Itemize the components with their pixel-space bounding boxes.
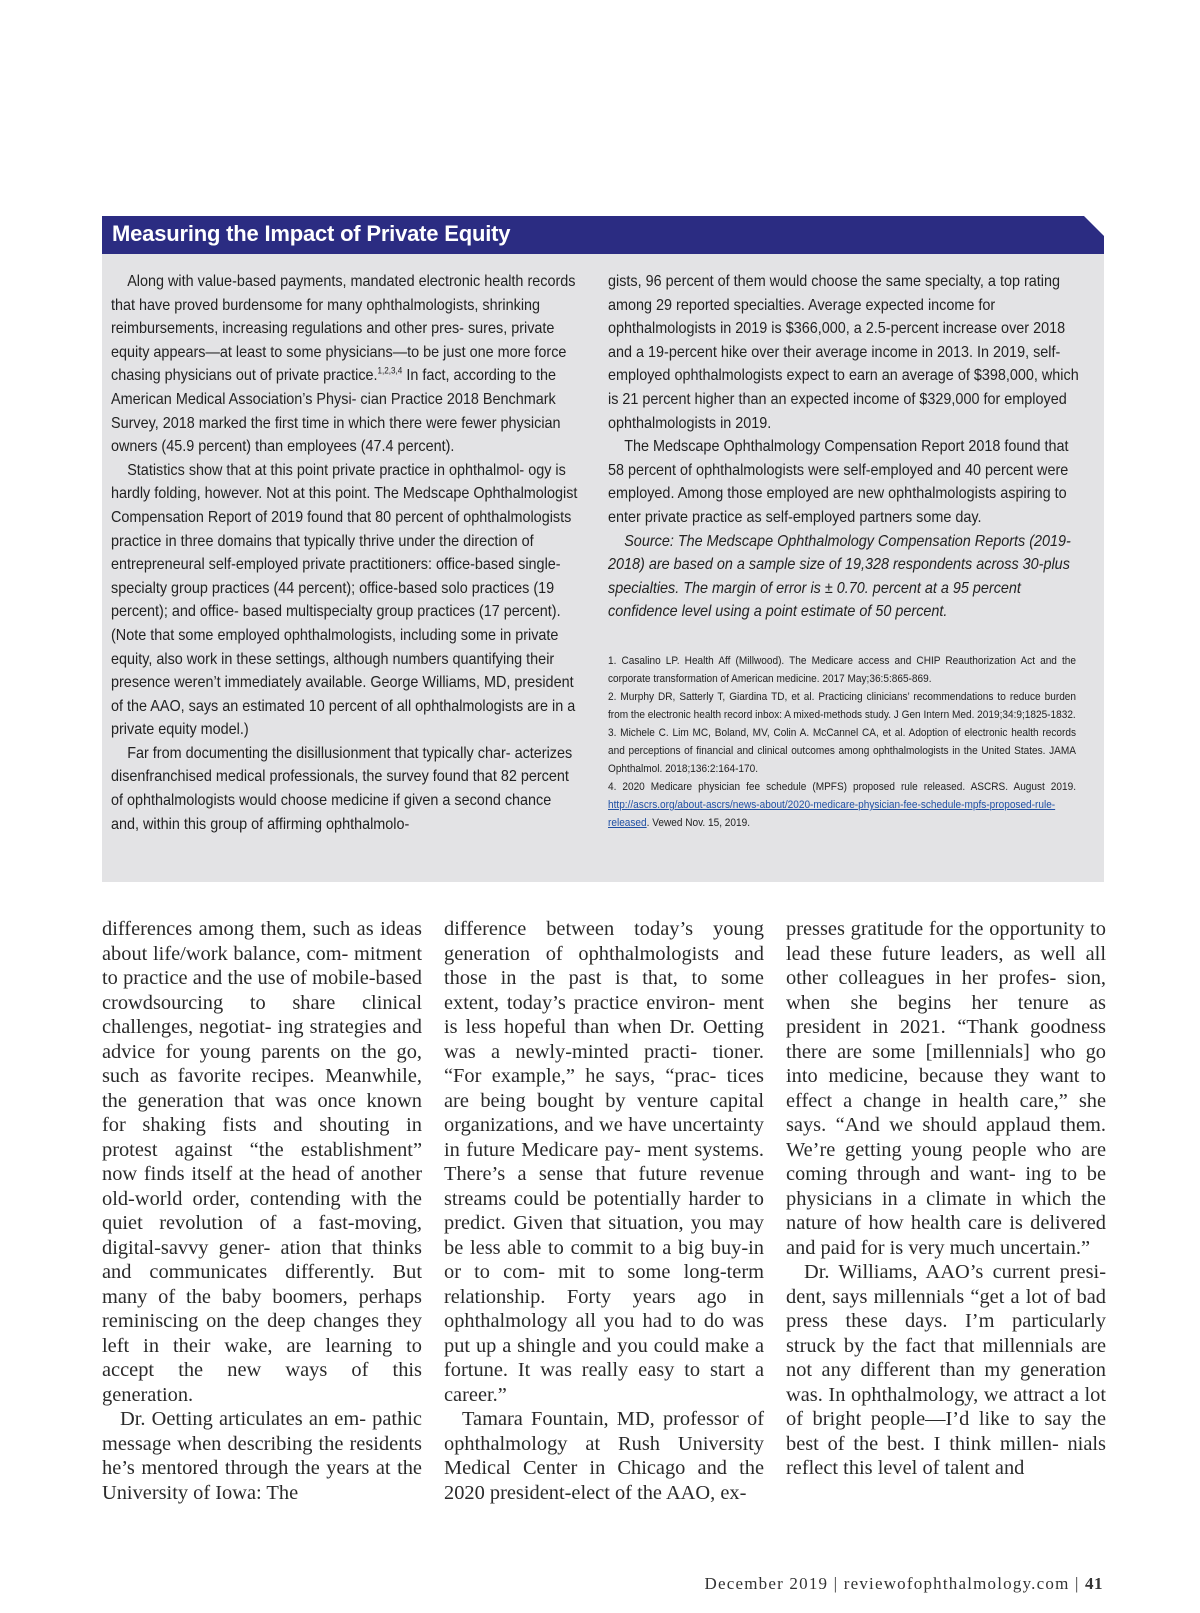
citation-superscript: 1,2,3,4 [377, 366, 403, 377]
reference-item: 2. Murphy DR, Satterly T, Giardina TD, et al. Practicing clinicians’ recommendations to reduce burden from the electronic health record inbox: A mixed-methods study. J Gen Intern Med. 2019;34:9;1825-1832. [608, 691, 1076, 721]
sidebar-paragraph: Along with value-based payments, mandated electronic health records that have proved burdensome for many ophthalmologists, shrinking reimbursements, increasing regulations and other pres- sures, private equity appears—at least to some physicians—to be just one more force chasing physicians out of private practice.$^{1,2,3,4}$ In fact, according to the American Medical Association’s Physi- cian Practice 2018 Benchmark Survey, 2018 marked the first time in which there were fewer physician owners (45.9 percent) than employees (47.4 percent). [111, 273, 576, 456]
sidebar-box [102, 216, 1104, 882]
article-paragraph: presses gratitude for the opportunity to lead these future leaders, as well all other colleagues in her profes- sion, when she begins her tenure as president in 2021. “Thank goodness there are some [millennials] who go into medicine, because they want to effect a change in health care,” she says. “And we should applaud them. We’re getting young people who are coming through and want- ing to be physicians in a climate in which the nature of how health care is delivered and paid for is very much uncertain.” [786, 918, 1106, 1259]
sidebar-paragraph: Statistics show that at this point private practice in ophthalmol- ogy is hardly folding, however. Not at this point. The Medscape Ophthalmologist Compensation Report of 2019 found that 80 percent of ophthalmologists practice in three domains that typically thrive under the direction of entrepreneural self-employed private practitioners: office-based single-specialty group practices (44 percent); office-based solo practices (19 percent); and office- based multispecialty group practices (17 percent). (Note that some employed ophthalmologists, including some in private equity, also work in these settings, although numbers quantifying their presence weren’t immediately available. George Williams, MD, president of the AAO, says an estimated 10 percent of all ophthalmologists are in a private equity model.) [111, 461, 578, 739]
source-note: Source: The Medscape Ophthalmology Compensation Reports (2019-2018) are based on a sample size of 19,328 respondents across 30-plus specialties. The margin of error is ± 0.70. percent at a 95 percent confidence level using a point estimate of 50 percent. [608, 532, 1071, 621]
sidebar-column-right [608, 270, 1079, 624]
footer-text: December 2019 | reviewofophthalmology.com | [704, 1574, 1085, 1593]
article-column-2 [444, 917, 764, 1505]
article-paragraph: Dr. Williams, AAO’s current presi- dent, says millennials “get a lot of bad press these days. I’m particularly struck by the fact that millennials are not any different than my generation was. In ophthalmology, we attract a lot of bright people—I’d like to say the best of the best. I think millen- nials reflect this level of talent and [786, 1261, 1106, 1479]
sidebar-column-left [111, 270, 579, 836]
sidebar-paragraph: The Medscape Ophthalmology Compensation Report 2018 found that 58 percent of ophthalmologists were self-employed and 40 percent were employed. Among those employed are new ophthalmologists aspiring to enter private practice as self-employed partners some day. [608, 438, 1069, 526]
sidebar-header [102, 216, 1104, 254]
article-paragraph: difference between today’s young generation of ophthalmologists and those in the past is that, to some extent, today’s practice environ- ment is less hopeful than when Dr. Oetting was a newly-minted practi- tioner. “For example,” he says, “prac- tices are being bought by venture capital organizations, and we have uncertainty in future Medicare pay- ment systems. There’s a sense that future revenue streams could be potentially harder to predict. Given that situation, you may be less able to commit to a big buy-in or to com- mit to some long-term relationship. Forty years ago in ophthalmology all you had to do was put up a shingle and you could make a fortune. It was really easy to start a career.” [444, 918, 764, 1406]
page-number: 41 [1085, 1574, 1103, 1593]
reference-item: 1. Casalino LP. Health Aff (Millwood). The Medicare access and CHIP Reauthorization Act and the corporate transformation of American medicine. 2017 May;36:5:865-869. [608, 655, 1076, 685]
article-paragraph: Dr. Oetting articulates an em- pathic message when describing the residents he’s mentored through the years at the University of Iowa: The [102, 1408, 422, 1504]
sidebar-title: Measuring the Impact of Private Equity [112, 221, 511, 246]
reference-item: 3. Michele C. Lim MC, Boland, MV, Colin A. McCannel CA, et al. Adoption of electronic health records and perceptions of financial and clinical outcomes among ophthalmologists in the United States. JAMA Ophthalmol. 2018;136:2:164-170. [608, 727, 1076, 775]
references-list [608, 652, 1076, 832]
sidebar-paragraph: gists, 96 percent of them would choose the same specialty, a top rating among 29 reported specialties. Average expected income for ophthalmologists in 2019 is $366,000, a 2.5-percent increase over 2018 and a 19-percent hike over their average income in 2013. In 2019, self-employed ophthalmologists expect to earn an average of $398,000, which is 21 percent higher than an expected income of $329,000 for employed ophthalmologists in 2019. [608, 273, 1079, 432]
article-paragraph: Tamara Fountain, MD, professor of ophthalmology at Rush University Medical Center in Chicago and the 2020 president-elect of the AAO, ex- [444, 1408, 764, 1504]
sidebar-paragraph: Far from documenting the disillusionment that typically char- acterizes disenfranchised medical professionals, the survey found that 82 percent of ophthalmologists would choose medicine if given a second chance and, within this group of affirming ophthalmolo- [111, 744, 573, 833]
article-column-1 [102, 917, 422, 1505]
page-footer [705, 1574, 1103, 1594]
reference-link[interactable]: http://ascrs.org/about-ascrs/news-about/2020-medicare-physician-fee-schedule-mpfs-proposed-rule-released [608, 799, 1056, 829]
article-column-3 [786, 917, 1106, 1481]
article-paragraph: differences among them, such as ideas about life/work balance, com- mitment to practice and the use of mobile-based crowdsourcing to share clinical challenges, negotiat- ing strategies and advice for young parents on the go, such as favorite recipes. Meanwhile, the generation that was once known for shaking fists and shouting in protest against “the establishment” now finds itself at the head of another old-world order, contending with the quiet revolution of a fast-moving, digital-savvy gener- ation that thinks and communicates differently. But many of the baby boomers, perhaps reminiscing on the deep changes they left in their wake, are learning to accept the new ways of this generation. [102, 918, 422, 1406]
reference-item: 4. 2020 Medicare physician fee schedule (MPFS) proposed rule released. ASCRS. August 2019. http://ascrs.org/about-ascrs/news-about/2020-medicare-physician-fee-schedule-mpfs-proposed-rule-released. Vewed Nov. 15, 2019. [608, 781, 1076, 829]
